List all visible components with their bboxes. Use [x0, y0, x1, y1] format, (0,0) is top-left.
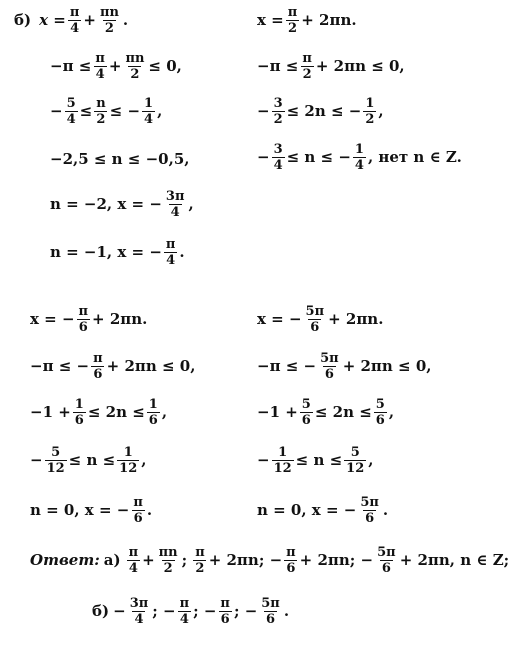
text: + 2πn ≤ 0, — [342, 357, 432, 375]
numerator: π — [133, 495, 143, 510]
denominator: 4 — [134, 612, 144, 627]
numerator: 5 — [350, 445, 360, 460]
text: ; — [181, 551, 188, 569]
text: x = − — [257, 310, 302, 328]
text: + 2πn ≤ 0, — [315, 57, 405, 75]
numerator: 1 — [144, 96, 154, 111]
text: x = — [39, 11, 66, 29]
solution-b-right-line-1 — [257, 6, 357, 35]
numerator: 1 — [354, 142, 364, 157]
text: x = — [257, 11, 284, 29]
fraction — [127, 546, 141, 575]
text: + — [83, 11, 96, 29]
fraction — [318, 352, 341, 381]
numerator: 1 — [365, 96, 375, 111]
text: , нет n ∈ Z. — [367, 148, 462, 166]
text: . — [382, 501, 389, 519]
denominator: 2 — [96, 112, 106, 127]
text: ≤ n ≤ − — [286, 148, 351, 166]
solution-2-left-line-2 — [30, 352, 195, 381]
solution-2-left-line-4 — [30, 446, 147, 475]
text: , — [378, 102, 384, 120]
text: −π ≤ — [50, 57, 92, 75]
text: , — [188, 195, 194, 213]
text: −2,5 ≤ n ≤ −0,5, — [50, 150, 190, 168]
part-label: б) — [14, 11, 32, 29]
fraction — [73, 398, 86, 427]
text: + — [108, 57, 122, 75]
text: −π ≤ — [257, 57, 299, 75]
answer-a-label: а) — [103, 551, 121, 569]
text: + 2πn. — [301, 11, 357, 29]
text: , — [368, 451, 374, 469]
fraction — [94, 97, 107, 126]
fraction — [286, 6, 300, 35]
text: + — [142, 551, 155, 569]
fraction — [363, 97, 376, 126]
text: −π ≤ − — [257, 357, 317, 375]
denominator: 6 — [78, 320, 88, 335]
numerator: 5π — [320, 351, 339, 366]
denominator: 6 — [93, 367, 103, 382]
fraction — [142, 97, 155, 126]
fraction — [128, 597, 151, 626]
text: n = 0, x = − — [257, 501, 357, 519]
denominator: 12 — [273, 461, 292, 476]
fraction — [157, 546, 180, 575]
numerator: π — [78, 304, 89, 319]
denominator: 6 — [301, 413, 311, 428]
text: − — [50, 102, 63, 120]
denominator: 6 — [74, 413, 84, 428]
numerator: π — [220, 596, 230, 611]
fraction — [45, 446, 67, 475]
solution-2-left-line-3 — [30, 398, 167, 427]
text: ≤ n ≤ — [68, 451, 116, 469]
numerator: π — [95, 51, 105, 66]
fraction — [358, 496, 381, 525]
denominator: 6 — [133, 511, 143, 526]
fraction — [77, 305, 91, 334]
fraction — [259, 597, 282, 626]
text: −1 + — [30, 403, 71, 421]
numerator: 5π — [305, 304, 325, 319]
denominator: 6 — [220, 612, 230, 627]
numerator: π — [69, 5, 80, 20]
numerator: 5π — [360, 495, 379, 510]
text: + 2πn. — [328, 310, 384, 328]
denominator: 6 — [365, 511, 375, 526]
numerator: πn — [158, 545, 178, 560]
text: , — [388, 403, 395, 421]
denominator: 12 — [346, 461, 365, 476]
text: . — [122, 11, 129, 29]
text: ≤ 2n ≤ — [87, 403, 145, 421]
numerator: π — [286, 545, 296, 560]
numerator: 3 — [273, 142, 283, 157]
numerator: 5 — [375, 397, 385, 412]
numerator: π — [302, 51, 312, 66]
text: n = 0, x = − — [30, 501, 130, 519]
numerator: 5π — [261, 596, 280, 611]
solution-2-right-line-3 — [257, 398, 394, 427]
denominator: 2 — [195, 561, 205, 576]
fraction — [193, 546, 207, 575]
numerator: 5 — [301, 397, 311, 412]
numerator: 5 — [66, 96, 76, 111]
text: ≤ — [79, 102, 93, 120]
text: ; − — [193, 602, 217, 620]
text: − — [257, 148, 270, 166]
text: −1 + — [257, 403, 298, 421]
numerator: π — [287, 5, 298, 20]
text: x = − — [30, 310, 75, 328]
fraction — [123, 52, 146, 81]
text: , — [141, 451, 147, 469]
fraction — [304, 305, 327, 334]
text: + 2πn. — [92, 310, 148, 328]
text: − — [113, 602, 126, 620]
denominator: 6 — [375, 413, 385, 428]
text: ; − — [233, 602, 258, 620]
numerator: 3π — [129, 596, 149, 611]
fraction — [147, 398, 160, 427]
denominator: 4 — [95, 67, 105, 82]
denominator: 2 — [163, 561, 173, 576]
solution-2-right-line-4 — [257, 446, 374, 475]
denominator: 6 — [381, 561, 391, 576]
denominator: 4 — [179, 612, 189, 627]
text: −π ≤ − — [30, 357, 90, 375]
fraction — [272, 143, 285, 172]
text: ; − — [152, 602, 176, 620]
solution-b-left-line-6 — [50, 238, 185, 267]
fraction — [374, 398, 387, 427]
solution-2-left-line-1 — [30, 305, 147, 334]
fraction — [375, 546, 398, 575]
solution-2-left-line-5 — [30, 496, 152, 525]
denominator: 4 — [66, 112, 76, 127]
solution-2-right-line-5 — [257, 496, 388, 525]
denominator: 4 — [70, 21, 80, 36]
numerator: 3π — [165, 189, 185, 204]
text: ≤ 0, — [148, 57, 182, 75]
denominator: 4 — [354, 158, 364, 173]
denominator: 4 — [144, 112, 154, 127]
solution-b-left-line-5 — [50, 190, 194, 219]
fraction — [300, 52, 314, 81]
text: + 2πn; − — [299, 551, 374, 569]
numerator: 3 — [273, 96, 283, 111]
numerator: 1 — [278, 445, 288, 460]
answer-word: Ответ: — [30, 551, 100, 569]
denominator: 4 — [273, 158, 283, 173]
text: ≤ − — [109, 102, 141, 120]
text: − — [257, 451, 270, 469]
fraction — [98, 6, 121, 35]
fraction — [93, 52, 107, 81]
text: ≤ 2n ≤ − — [286, 102, 362, 120]
text: , — [161, 403, 168, 421]
text: + 2πn ≤ 0, — [106, 357, 196, 375]
fraction — [164, 190, 187, 219]
denominator: 6 — [148, 413, 158, 428]
fraction — [131, 496, 145, 525]
solution-b-right-line-4 — [257, 143, 462, 172]
denominator: 12 — [119, 461, 138, 476]
text: . — [146, 501, 153, 519]
numerator: 1 — [123, 445, 133, 460]
text: . — [283, 602, 290, 620]
text: − — [30, 451, 43, 469]
numerator: π — [195, 545, 205, 560]
answer-line-b — [92, 597, 289, 626]
denominator: 4 — [166, 253, 176, 268]
answer-line-a — [30, 546, 509, 575]
text: − — [257, 102, 270, 120]
fraction — [300, 398, 313, 427]
fraction — [117, 446, 139, 475]
answer-b-label: б) — [92, 602, 110, 620]
denominator: 2 — [104, 21, 114, 36]
denominator: 4 — [170, 205, 180, 220]
solution-b-left-line-4 — [50, 152, 189, 167]
solution-2-right-line-2 — [257, 352, 432, 381]
text: n = −1, x = − — [50, 243, 162, 261]
fraction — [272, 446, 294, 475]
numerator: π — [128, 545, 139, 560]
denominator: 6 — [266, 612, 276, 627]
numerator: 1 — [74, 397, 84, 412]
denominator: 2 — [287, 21, 298, 36]
text: ≤ n ≤ — [295, 451, 343, 469]
text: , — [157, 102, 163, 120]
fraction — [218, 597, 232, 626]
text: n = −2, x = − — [50, 195, 162, 213]
denominator: 12 — [46, 461, 65, 476]
fraction — [284, 546, 298, 575]
denominator: 6 — [286, 561, 296, 576]
numerator: π — [93, 351, 103, 366]
fraction — [65, 97, 78, 126]
numerator: πn — [99, 5, 119, 20]
fraction — [178, 597, 192, 626]
text: . — [179, 243, 185, 261]
numerator: 1 — [148, 397, 158, 412]
denominator: 6 — [310, 320, 320, 335]
denominator: 2 — [365, 112, 375, 127]
text: + 2πn, n ∈ Z; — [399, 551, 510, 569]
numerator: πn — [125, 51, 145, 66]
solution-b-left-line-1 — [14, 6, 128, 35]
fraction — [68, 6, 82, 35]
fraction — [344, 446, 366, 475]
solution-b-left-line-3 — [50, 97, 162, 126]
denominator: 4 — [128, 561, 138, 576]
text: + 2πn; − — [208, 551, 283, 569]
fraction — [272, 97, 285, 126]
numerator: 5π — [377, 545, 396, 560]
denominator: 2 — [302, 67, 312, 82]
numerator: π — [165, 237, 176, 252]
denominator: 6 — [324, 367, 334, 382]
solution-b-right-line-3 — [257, 97, 384, 126]
numerator: 5 — [51, 445, 61, 460]
denominator: 2 — [130, 67, 140, 82]
solution-2-right-line-1 — [257, 305, 383, 334]
solution-b-right-line-2 — [257, 52, 405, 81]
text: ≤ 2n ≤ — [314, 403, 372, 421]
numerator: n — [96, 96, 106, 111]
solution-b-left-line-2 — [50, 52, 182, 81]
numerator: π — [179, 596, 190, 611]
fraction — [91, 352, 105, 381]
fraction — [164, 238, 178, 267]
fraction — [353, 143, 366, 172]
denominator: 2 — [273, 112, 283, 127]
